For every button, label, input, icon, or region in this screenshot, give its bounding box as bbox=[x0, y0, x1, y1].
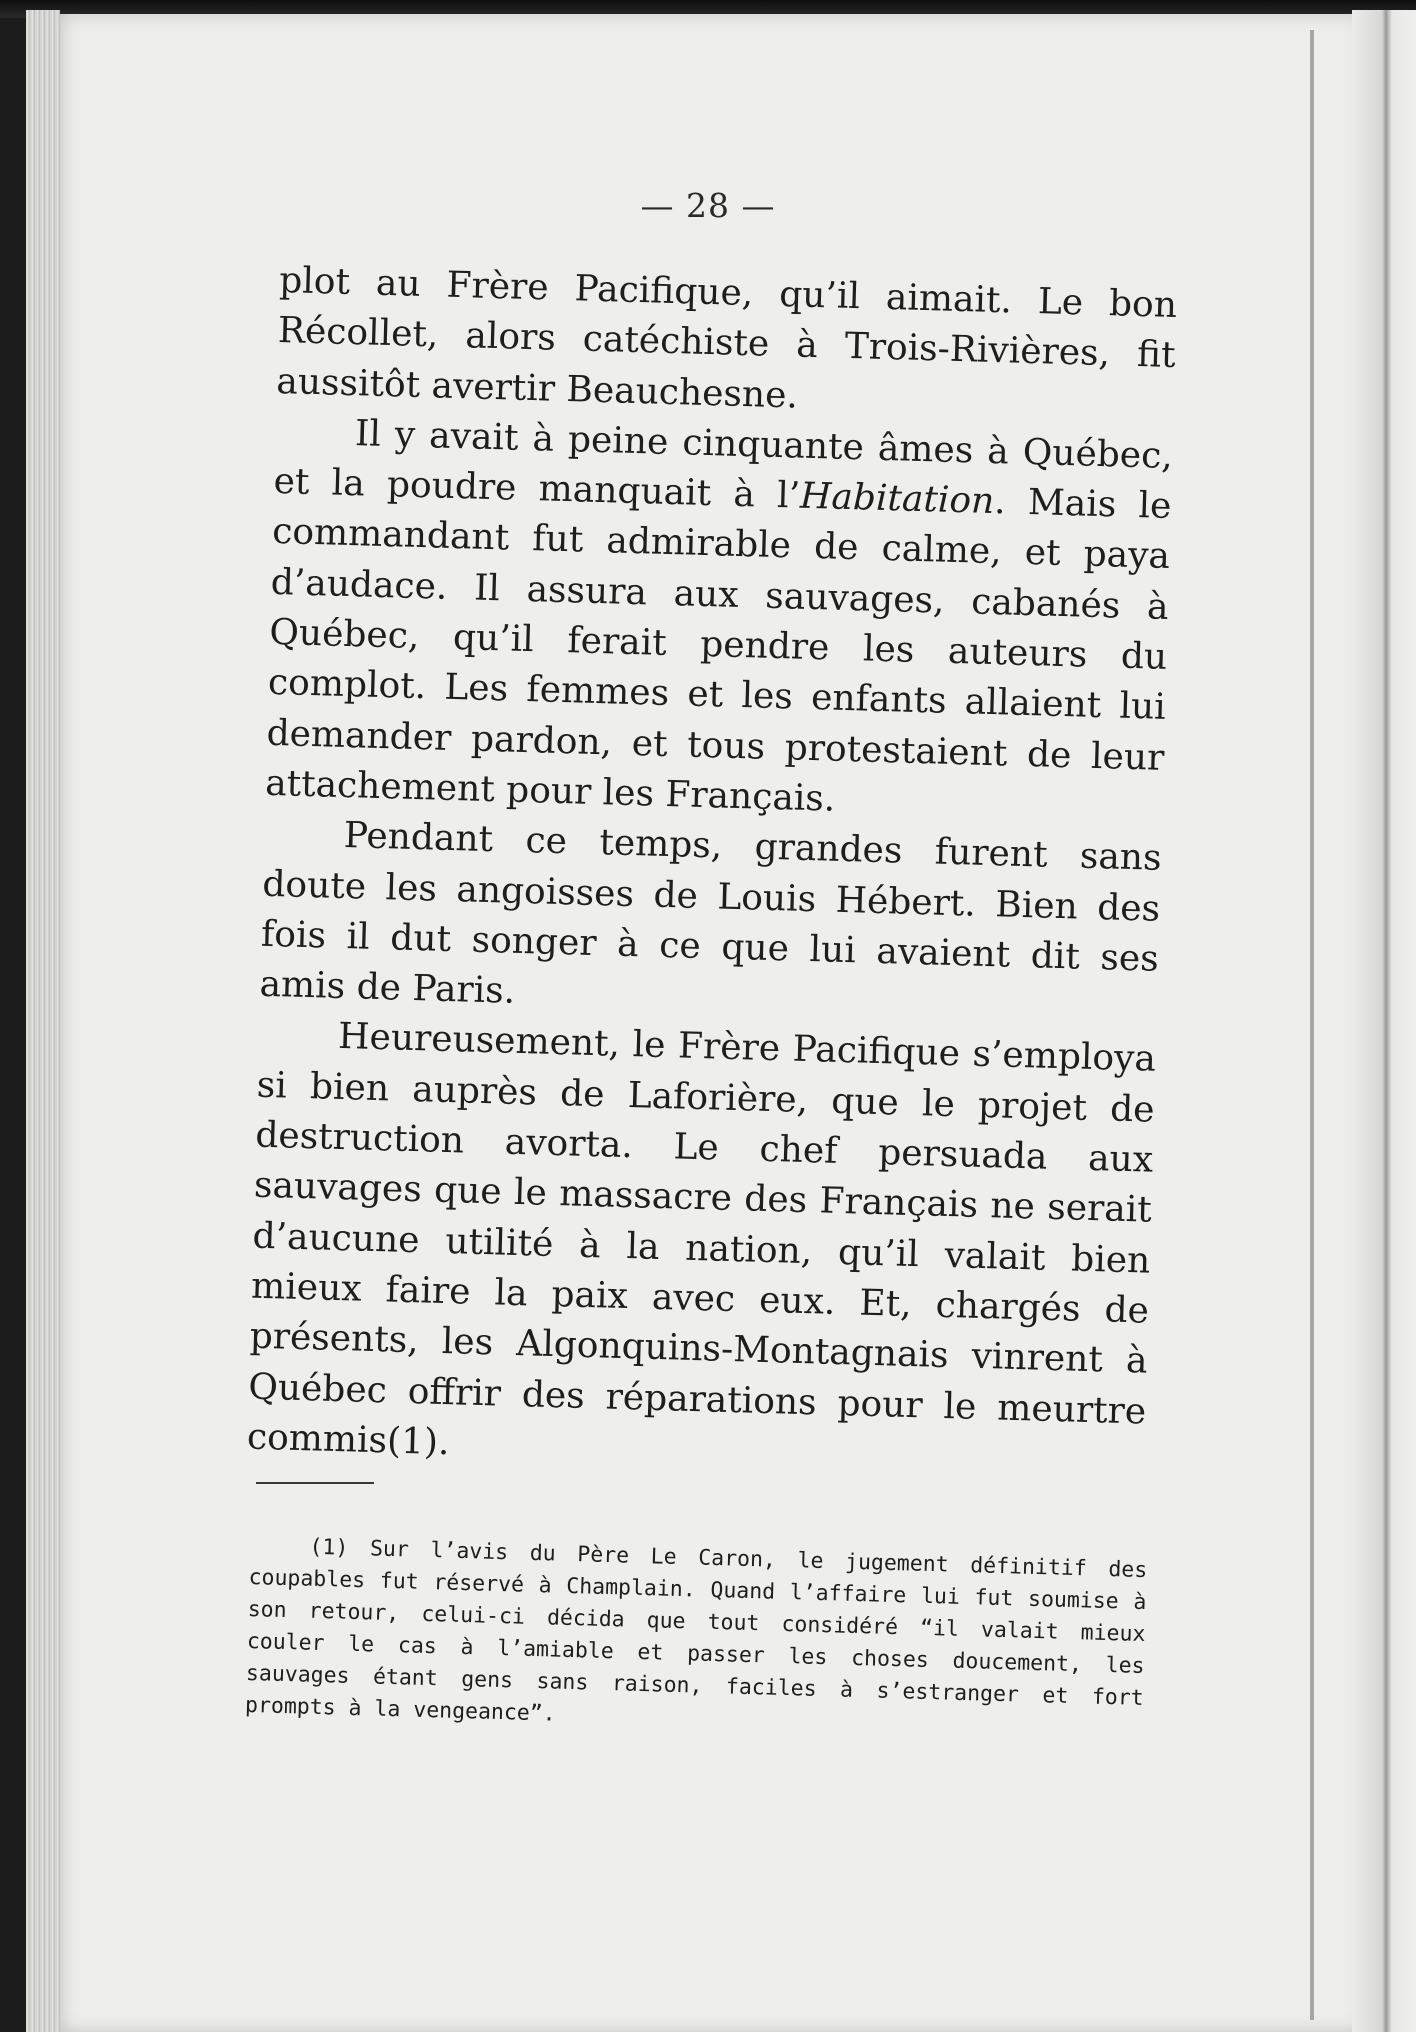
footnote bbox=[245, 1530, 1148, 1747]
footnote-separator bbox=[256, 1482, 374, 1484]
footnote-indent bbox=[249, 1552, 309, 1554]
paragraph-2-end: . Mais le commandant fut admirable de calme, et paya d’audace. Il assura aux sauvages, cabanés à Québec, qu’il ferait pendre les auteurs du complot. Les femmes et les enfants allaient lui demander pardon, et tous protestaient de leur attachement pour les Français. bbox=[264, 481, 1172, 820]
gutter-line bbox=[1310, 30, 1314, 2020]
paragraph-2 bbox=[265, 407, 1174, 834]
paragraph-2-start: Il y avait à peine cinquante âmes à Québec, et la poudre manquait à l’ bbox=[273, 413, 1174, 517]
footnote-text: (1) Sur l’avis du Père Le Caron, le jugement définitif des coupables fut réservé à Champlain. Quand l’affaire lui fut soumise à son retour, celui-ci décida que tout considéré “il valait mieux couler le cas à l’amiable et passer les choses doucement, les sauvages étant gens sans raison, faciles à s’estranger et fort prompts à la vengeance”. bbox=[244, 1534, 1148, 1727]
paragraph-4: Heureusement, le Frère Pacifique s’employa si bien auprès de Laforière, que le projet de destruction avorta. Le chef persuada aux sauvages que le massacre des Français ne serait d’aucune utilité à la nation, qu’il valait bien mieux faire la paix avec eux. Et, chargés de présents, les Algonquins-Montagnais vinrent à Québec offrir des réparations pour le meurtre commis(1). bbox=[246, 1016, 1157, 1464]
body-text bbox=[246, 256, 1177, 1488]
book-gutter bbox=[1352, 10, 1416, 2032]
paragraph-3: Pendant ce temps, grandes furent sans doute les angoisses de Louis Hébert. Bien des fois il dut songer à ce que lui avaient dit ses amis de Paris. bbox=[259, 815, 1163, 1012]
page-stack-edge bbox=[26, 10, 60, 2032]
paragraph-1: plot au Frère Pacifique, qu’il aimait. Le bon Récollet, alors catéchiste à Trois-Rivières, fit aussitôt avertir Beauchesne. bbox=[275, 259, 1178, 417]
italic-term: Habitation bbox=[799, 475, 995, 523]
page-number: — 28 — bbox=[640, 186, 776, 225]
